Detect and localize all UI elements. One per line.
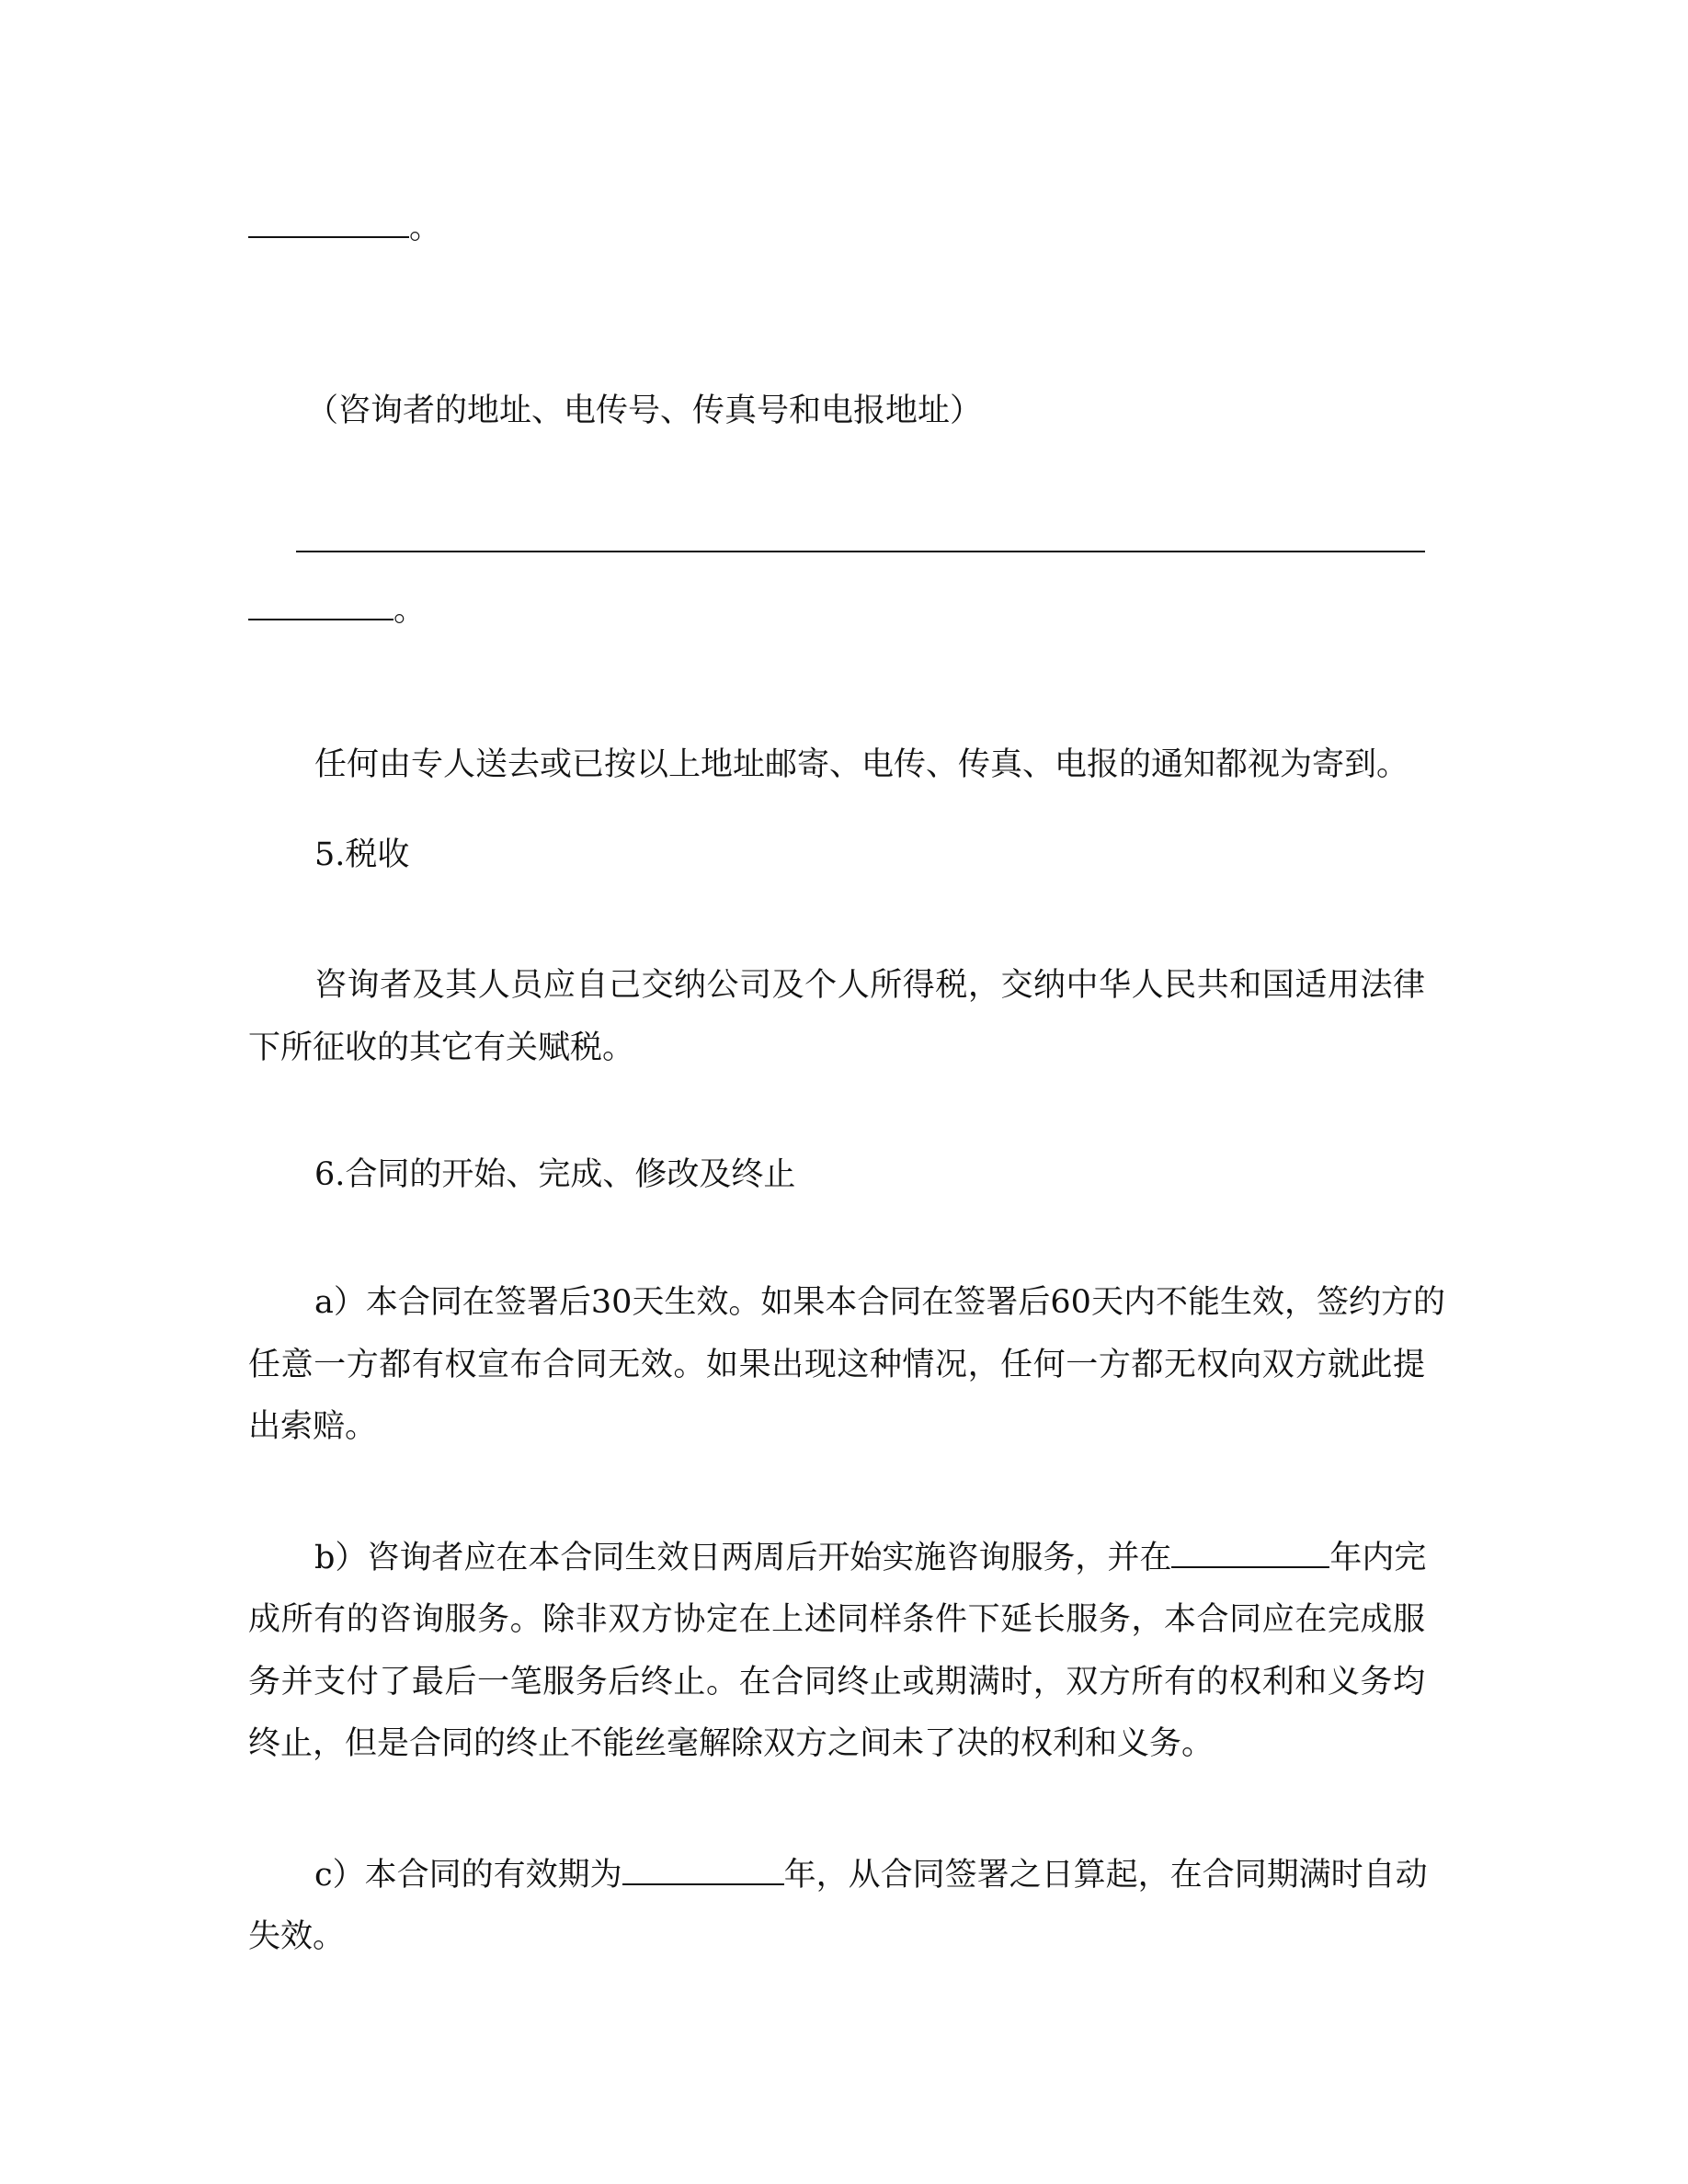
section-5-text: 咨询者及其人员应自己交纳公司及个人所得税，交纳中华人民共和国适用法律 bbox=[314, 967, 1425, 1004]
clause-a: a）本合同在签署后30天生效。如果本合同在签署后60天内不能生效，签约方的 bbox=[314, 1284, 1445, 1321]
fill-blank[interactable] bbox=[248, 591, 393, 620]
section-5-text: 下所征收的其它有关赋税。 bbox=[248, 1029, 635, 1066]
blank-line-1 bbox=[248, 208, 1425, 248]
clause-c: 失效。 bbox=[248, 1918, 346, 1955]
notice-clause: 任何由专人送去或已按以上地址邮寄、电传、传真、电报的通知都视为寄到。 bbox=[314, 746, 1409, 783]
fill-blank[interactable] bbox=[248, 209, 409, 238]
clause-c bbox=[314, 1855, 1428, 1895]
clause-b-text: 年内完 bbox=[1329, 1540, 1427, 1576]
address-fill-line[interactable] bbox=[296, 551, 1425, 552]
clause-b-text: b）咨询者应在本合同生效日两周后开始实施咨询服务，并在 bbox=[314, 1540, 1172, 1576]
clause-b: 终止，但是合同的终止不能丝毫解除双方之间未了决的权利和义务。 bbox=[248, 1725, 1215, 1762]
section-6-heading: 6.合同的开始、完成、修改及终止 bbox=[314, 1156, 796, 1193]
clause-a: 出索赔。 bbox=[248, 1408, 378, 1445]
blank-line-2 bbox=[248, 590, 1425, 631]
validity-years-blank[interactable] bbox=[622, 1856, 784, 1885]
clause-c-text: c）本合同的有效期为 bbox=[314, 1857, 622, 1894]
period: 。 bbox=[393, 592, 427, 629]
clause-b bbox=[314, 1538, 1425, 1578]
clause-b: 成所有的咨询服务。除非双方协定在上述同样条件下延长服务，本合同应在完成服 bbox=[248, 1601, 1425, 1638]
section-5-heading: 5.税收 bbox=[314, 836, 410, 873]
address-label: （咨询者的地址、电传号、传真号和电报地址） bbox=[306, 392, 983, 429]
clause-b: 务并支付了最后一笔服务后终止。在合同终止或期满时，双方所有的权利和义务均 bbox=[248, 1664, 1425, 1701]
clause-a: 任意一方都有权宣布合同无效。如果出现这种情况，任何一方都无权向双方就此提 bbox=[248, 1347, 1425, 1383]
period: 。 bbox=[409, 210, 442, 246]
clause-c-text: 年，从合同签署之日算起，在合同期满时自动 bbox=[783, 1857, 1428, 1894]
years-blank[interactable] bbox=[1171, 1539, 1329, 1568]
